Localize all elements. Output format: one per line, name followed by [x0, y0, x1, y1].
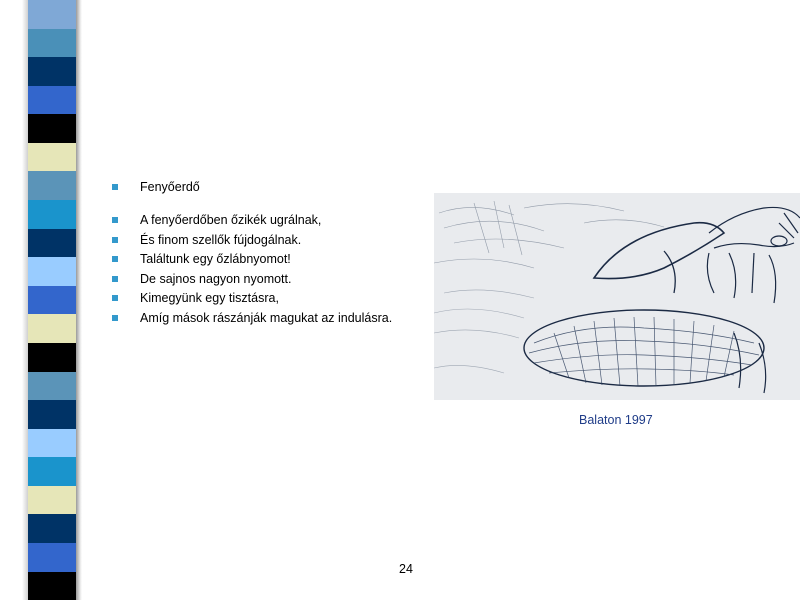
stripe-segment [28, 486, 76, 515]
square-bullet-icon [112, 315, 118, 321]
stripe-bar [28, 0, 76, 600]
stripe-segment [28, 343, 76, 372]
square-bullet-icon [112, 184, 118, 190]
stripe-segment [28, 400, 76, 429]
stripe-segment [28, 543, 76, 572]
sketch-image [434, 193, 800, 400]
stripe-segment [28, 286, 76, 315]
stripe-segment [28, 514, 76, 543]
list-item [110, 250, 430, 270]
square-bullet-icon [112, 217, 118, 223]
list-item [110, 177, 430, 197]
poem-line: Amíg mások rászánják magukat az indulásra. [140, 310, 393, 325]
poem-line: És finom szellők fújdogálnak. [140, 232, 302, 247]
stripe-segment [28, 314, 76, 343]
poem-line: A fenyőerdőben őzikék ugrálnak, [140, 213, 322, 228]
poem-title: Fenyőerdő [140, 179, 200, 194]
page-number: 24 [399, 562, 413, 576]
square-bullet-icon [112, 256, 118, 262]
stripe-segment [28, 429, 76, 458]
stripe-shadow [76, 0, 82, 600]
stripe-segment [28, 57, 76, 86]
stripe-segment [28, 257, 76, 286]
poem-line: Kimegyünk egy tisztásra, [140, 291, 279, 306]
list-item [110, 211, 430, 231]
stripe-segment [28, 200, 76, 229]
list-item [110, 308, 430, 328]
poem-line: Találtunk egy őzlábnyomot! [140, 252, 291, 267]
stripe-segment [28, 86, 76, 115]
stripe-segment [28, 572, 76, 600]
square-bullet-icon [112, 295, 118, 301]
stripe-segment [28, 143, 76, 172]
list-item [110, 230, 430, 250]
stripe-segment [28, 29, 76, 58]
stripe-segment [28, 171, 76, 200]
square-bullet-icon [112, 237, 118, 243]
stripe-segment [28, 114, 76, 143]
decorative-stripe [0, 0, 80, 600]
poem-bullet-list [110, 177, 430, 328]
stripe-segment [28, 0, 76, 29]
square-bullet-icon [112, 276, 118, 282]
stripe-segment [28, 229, 76, 258]
sketch-drawing [434, 193, 800, 400]
image-caption: Balaton 1997 [579, 413, 653, 427]
stripe-segment [28, 372, 76, 401]
poem-line: De sajnos nagyon nyomott. [140, 271, 292, 286]
list-item [110, 269, 430, 289]
list-item [110, 289, 430, 309]
stripe-segment [28, 457, 76, 486]
